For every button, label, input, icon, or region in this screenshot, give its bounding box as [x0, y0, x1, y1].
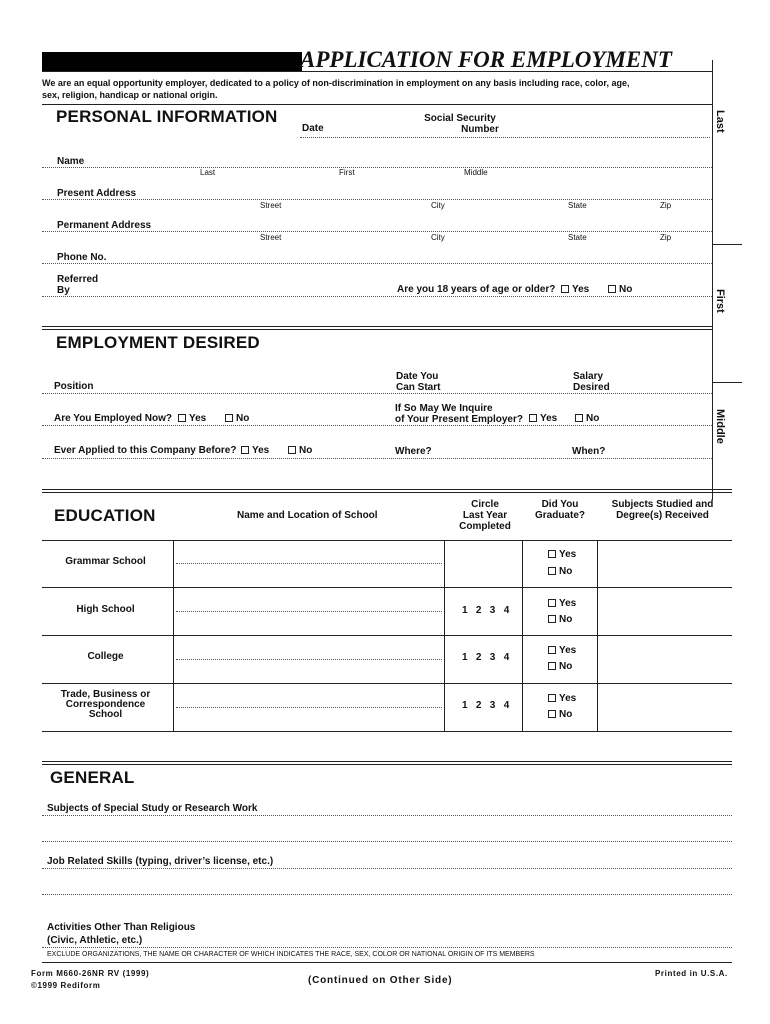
- side-tick: [712, 382, 742, 383]
- edu-school-line: [176, 563, 442, 564]
- checkbox-icon[interactable]: [548, 615, 556, 623]
- personal-info-heading: PERSONAL INFORMATION: [56, 107, 278, 126]
- checkbox-icon[interactable]: [548, 567, 556, 575]
- checkbox-icon[interactable]: [608, 285, 616, 293]
- age-no-option[interactable]: [608, 284, 632, 295]
- inquire-label-line1: If So May We Inquire: [395, 403, 493, 414]
- salary-label-line1: Salary: [573, 371, 604, 382]
- col-year-header-line1: Circle: [471, 499, 499, 510]
- col-grad-header-line2: Graduate?: [534, 510, 585, 521]
- checkbox-icon[interactable]: [561, 285, 569, 293]
- edu-row-trade-line2: Correspondence: [65, 699, 146, 710]
- side-divider: [712, 60, 713, 500]
- permanent-state-caption: State: [568, 233, 587, 242]
- college-no-label: No: [559, 661, 573, 672]
- age-no-label: No: [619, 284, 633, 295]
- col-year-header-line3: Completed: [459, 521, 511, 532]
- footer-rule: [42, 962, 732, 963]
- permanent-zip-caption: Zip: [660, 233, 672, 242]
- activities-label-line1: Activities Other Than Religious: [47, 922, 196, 933]
- referred-line: [42, 296, 712, 297]
- side-tick: [712, 244, 742, 245]
- edu-grid-line: [42, 635, 732, 636]
- permanent-address-label: Permanent Address: [57, 220, 152, 231]
- eeo-statement-line1: We are an equal opportunity employer, dedicated to a policy of non-discrimination in employment on any basis including race, color, age,: [42, 78, 630, 88]
- section-divider: [42, 761, 732, 765]
- applied-line: [42, 458, 712, 459]
- edu-row-high-school: High School: [76, 604, 135, 615]
- age-question: Are you 18 years of age or older?: [397, 284, 556, 295]
- checkbox-icon[interactable]: [548, 694, 556, 702]
- present-street-caption: Street: [260, 201, 282, 210]
- referred-label-line2: By: [57, 285, 70, 296]
- trade-yes-label: Yes: [559, 693, 577, 704]
- name-last-caption: Last: [200, 168, 216, 177]
- permanent-city-caption: City: [431, 233, 445, 242]
- col-grad-header-line1: Did You: [541, 499, 579, 510]
- col-school-header: Name and Location of School: [237, 510, 378, 521]
- inquire-label-line2: of Your Present Employer?: [395, 414, 523, 425]
- checkbox-icon[interactable]: [225, 414, 233, 422]
- present-state-caption: State: [568, 201, 587, 210]
- checkbox-icon[interactable]: [288, 446, 296, 454]
- grammar-yes-label: Yes: [559, 549, 577, 560]
- name-first-caption: First: [339, 168, 355, 177]
- employment-desired-heading: EMPLOYMENT DESIRED: [56, 333, 260, 352]
- special-study-line2: [42, 841, 732, 842]
- college-yes-option[interactable]: [548, 645, 576, 656]
- age-yes-label: Yes: [572, 284, 590, 295]
- referred-label-line1: Referred: [57, 274, 99, 285]
- where-label: Where?: [395, 446, 432, 457]
- high-yes-label: Yes: [559, 598, 577, 609]
- exclude-note: EXCLUDE ORGANIZATIONS, THE NAME OR CHARACTER OF WHICH INDICATES THE RACE, SEX, COLOR OR NATIONAL ORIGIN OF ITS MEMBERS: [47, 951, 535, 958]
- date-label: Date: [302, 123, 324, 134]
- checkbox-icon[interactable]: [548, 710, 556, 718]
- edu-row-college: College: [87, 651, 124, 662]
- college-yes-label: Yes: [559, 645, 577, 656]
- side-label-first: First: [714, 289, 726, 313]
- checkbox-icon[interactable]: [548, 662, 556, 670]
- general-heading: GENERAL: [50, 768, 135, 787]
- trade-yes-option[interactable]: [548, 693, 576, 704]
- edu-school-line: [176, 659, 442, 660]
- present-address-line: [42, 199, 712, 200]
- high-no-label: No: [559, 614, 573, 625]
- special-study-label: Subjects of Special Study or Research Work: [47, 803, 258, 814]
- eeo-statement-line2: sex, religion, handicap or national origin.: [42, 90, 218, 100]
- date-ssn-line: [300, 137, 710, 138]
- title-bar: [42, 52, 302, 71]
- edu-row-trade-line1: Trade, Business or: [60, 689, 151, 700]
- college-no-option[interactable]: [548, 661, 572, 672]
- permanent-street-caption: Street: [260, 233, 282, 242]
- edu-grid-vline: [522, 540, 523, 731]
- high-school-years[interactable]: 1 2 3 4: [462, 605, 510, 616]
- position-label: Position: [54, 381, 94, 392]
- edu-row-grammar: Grammar School: [65, 556, 146, 567]
- activities-label-line2: (Civic, Athletic, etc.): [47, 935, 143, 946]
- edu-school-line: [176, 707, 442, 708]
- high-no-option[interactable]: [548, 614, 572, 625]
- salary-label-line2: Desired: [573, 382, 610, 393]
- side-label-last: Last: [714, 110, 726, 133]
- education-heading: EDUCATION: [54, 506, 156, 525]
- title-underline: [42, 71, 712, 72]
- grammar-yes-option[interactable]: [548, 549, 576, 560]
- checkbox-icon[interactable]: [548, 646, 556, 654]
- inquire-no-label: No: [586, 413, 600, 424]
- checkbox-icon[interactable]: [178, 414, 186, 422]
- position-line: [42, 393, 712, 394]
- edu-grid-line: [42, 731, 732, 732]
- edu-grid-line: [42, 683, 732, 684]
- edu-grid-line: [42, 587, 732, 588]
- trade-no-label: No: [559, 709, 573, 720]
- special-study-line1: [42, 815, 732, 816]
- name-line: [42, 167, 712, 168]
- inquire-yes-option[interactable]: [529, 413, 557, 424]
- name-middle-caption: Middle: [464, 168, 488, 177]
- ssn-label-line2: Number: [461, 124, 499, 135]
- applied-before-question: Ever Applied to this Company Before?: [54, 445, 237, 456]
- checkbox-icon[interactable]: [548, 550, 556, 558]
- edu-grid-vline: [173, 540, 174, 731]
- section-top-rule: [42, 104, 712, 105]
- present-address-label: Present Address: [57, 188, 137, 199]
- ssn-label-line1: Social Security: [424, 113, 496, 124]
- employed-no-label: No: [236, 413, 250, 424]
- inquire-yes-label: Yes: [540, 413, 558, 424]
- edu-grid-vline: [597, 540, 598, 731]
- applied-yes-option[interactable]: [241, 445, 269, 456]
- applied-no-option[interactable]: [288, 445, 312, 456]
- present-city-caption: City: [431, 201, 445, 210]
- edu-grid-vline: [444, 540, 445, 731]
- start-date-label-line1: Date You: [396, 371, 439, 382]
- employed-no-option[interactable]: [225, 413, 249, 424]
- checkbox-icon[interactable]: [548, 599, 556, 607]
- name-label: Name: [57, 156, 85, 167]
- employed-now-question: Are You Employed Now?: [54, 413, 172, 424]
- college-years[interactable]: 1 2 3 4: [462, 652, 510, 663]
- job-skills-line2: [42, 894, 732, 895]
- job-skills-line1: [42, 868, 732, 869]
- high-yes-option[interactable]: [548, 598, 576, 609]
- when-label: When?: [572, 446, 606, 457]
- grammar-no-option[interactable]: [548, 566, 572, 577]
- employed-yes-option[interactable]: [178, 413, 206, 424]
- form-title: APPLICATION FOR EMPLOYMENT: [300, 47, 672, 72]
- col-subj-header-line2: Degree(s) Received: [616, 510, 709, 521]
- side-label-middle: Middle: [714, 409, 726, 444]
- employed-yes-label: Yes: [189, 413, 207, 424]
- age-yes-option[interactable]: [561, 284, 589, 295]
- printed-in: Printed in U.S.A.: [655, 969, 728, 978]
- checkbox-icon[interactable]: [529, 414, 537, 422]
- phone-label: Phone No.: [57, 252, 107, 263]
- start-date-label-line2: Can Start: [396, 382, 441, 393]
- applied-yes-label: Yes: [252, 445, 270, 456]
- applied-no-label: No: [299, 445, 313, 456]
- copyright: ©1999 Rediform: [31, 981, 101, 990]
- trade-years[interactable]: 1 2 3 4: [462, 700, 510, 711]
- checkbox-icon[interactable]: [241, 446, 249, 454]
- col-subj-header-line1: Subjects Studied and: [611, 499, 714, 510]
- activities-line: [42, 947, 732, 948]
- continued-note: (Continued on Other Side): [308, 975, 453, 986]
- trade-no-option[interactable]: [548, 709, 572, 720]
- section-divider: [42, 326, 712, 330]
- edu-row-trade-line3: School: [88, 709, 123, 720]
- checkbox-icon[interactable]: [575, 414, 583, 422]
- col-year-header-line2: Last Year: [462, 510, 508, 521]
- edu-school-line: [176, 611, 442, 612]
- form-number: Form M660-26NR RV (1999): [31, 969, 150, 978]
- inquire-no-option[interactable]: [575, 413, 599, 424]
- grammar-no-label: No: [559, 566, 573, 577]
- job-skills-label: Job Related Skills (typing, driver’s license, etc.): [47, 856, 274, 867]
- present-zip-caption: Zip: [660, 201, 672, 210]
- section-divider: [42, 489, 732, 493]
- edu-grid-line: [42, 540, 732, 541]
- phone-line: [42, 263, 712, 264]
- employed-line: [42, 425, 712, 426]
- permanent-address-line: [42, 231, 712, 232]
